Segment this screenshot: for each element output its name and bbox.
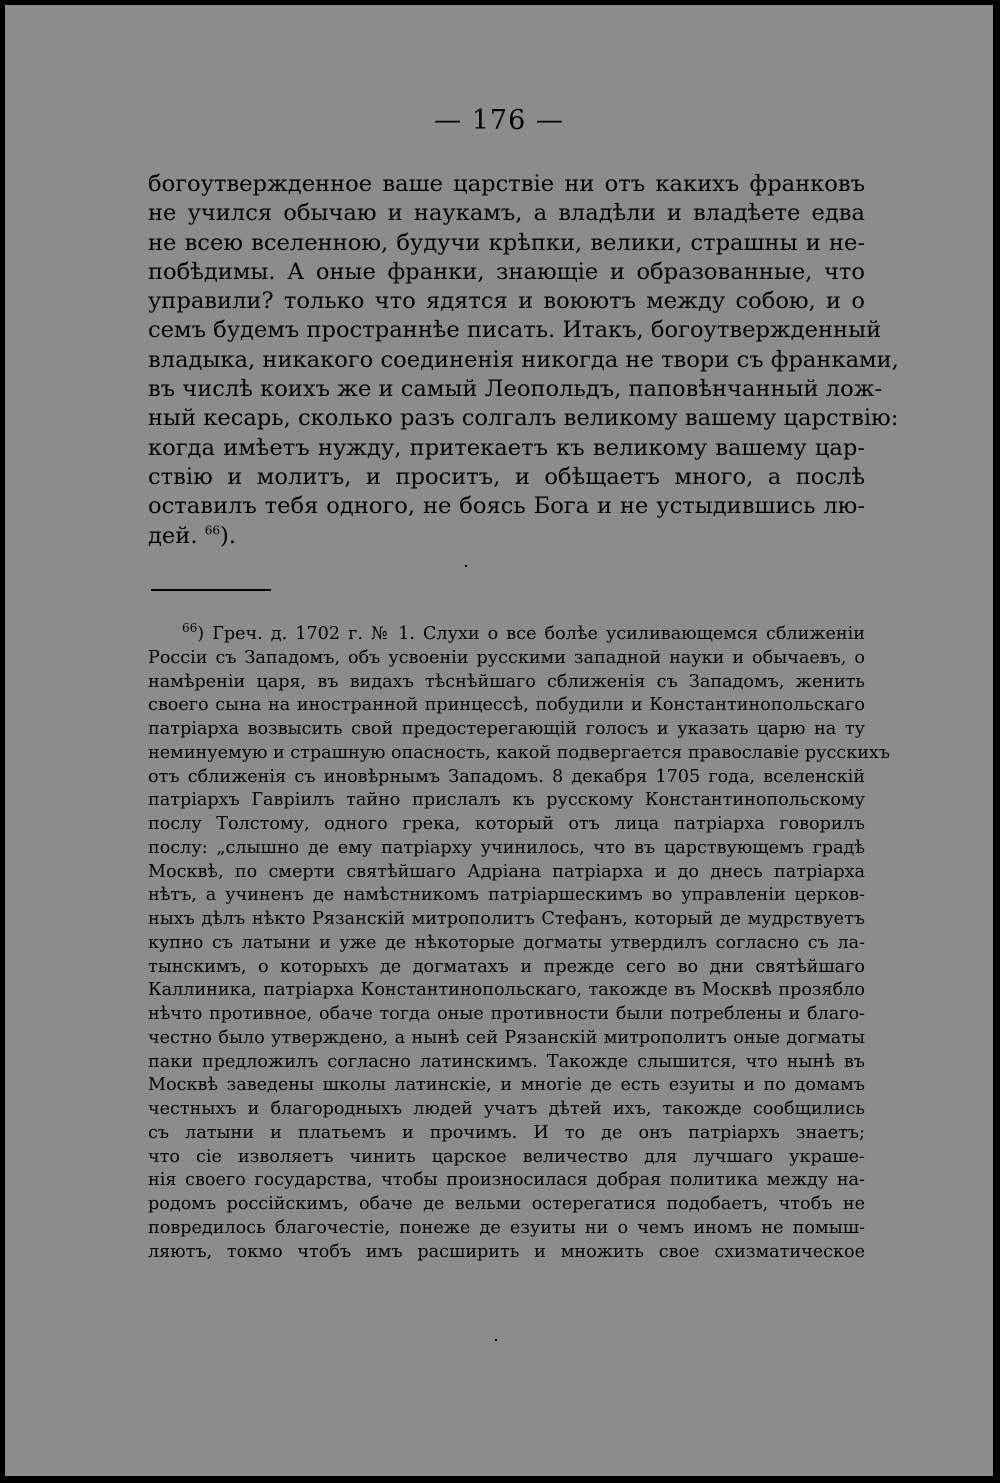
footnote-line: неминуемую и страшную опасность, какой подвергается православіе русскихъ <box>148 742 891 763</box>
footnote <box>148 621 891 1264</box>
footnote-line: Каллиника, патріарха Константинопольскаго, такожде въ Москвѣ прозябло <box>148 980 865 1001</box>
footnote-line: ныхъ дѣлъ нѣкто Рязанскій митрополитъ Стефанъ, который де мудрствуетъ <box>148 909 865 929</box>
footnote-line: съ латыни и платьемъ и прочимъ. И то де онъ патріархъ знаетъ; <box>148 1122 865 1143</box>
main-text-line: когда имѣетъ нужду, притекаетъ къ великому вашему цар- <box>148 434 865 461</box>
footnote-line: Москвѣ, по смерти святѣйшаго Адріана патріарха и до днесь патріарха <box>148 861 865 882</box>
main-text-line: не всею вселенною, будучи крѣпки, велики, страшны и не- <box>148 229 865 256</box>
main-text <box>148 170 899 551</box>
main-text-line: не учился обычаю и наукамъ, а владѣли и владѣете едва <box>148 200 865 227</box>
footnote-line: нѣтъ, а учиненъ де намѣстникомъ патріаршескимъ во управленіи церков- <box>148 885 865 906</box>
footnote-line: ляютъ, токмо чтобъ имъ расширить и множить свое схизматическое <box>148 1241 865 1262</box>
main-text-last-word: дей. <box>148 522 198 549</box>
footnote-line: тынскимъ, о которыхъ де догматахъ и прежде сего во дни святѣйшаго <box>148 956 865 977</box>
main-text-line: ствію и молитъ, и проситъ, и обѣщаетъ много, а послѣ <box>148 463 865 490</box>
main-text-line: владыка, никакого соединенія никогда не твори съ франками, <box>148 346 899 373</box>
footnote-line: нія своего государства, чтобы произносилася добрая политика между на- <box>148 1170 865 1191</box>
footnote-line: паки предложилъ согласно латинскимъ. Такожде слышится, что нынѣ въ <box>148 1051 865 1072</box>
footnote-line: честно было утверждено, а нынѣ сей Рязанскій митрополитъ оные догматы <box>148 1027 865 1048</box>
footnote-line: Москвѣ заведены школы латинскіе, и многіе де есть езуиты и по домамъ <box>148 1075 865 1096</box>
footnote-reference: 66 <box>204 523 220 538</box>
footnote-line: послу Толстому, одного грека, который отъ лица патріарха говорилъ <box>148 814 865 834</box>
footnote-line: повредилось благочестіе, понеже де езуиты ни о чемъ иномъ не помыш- <box>148 1217 865 1238</box>
footnote-line: отъ сближенія съ иновѣрнымъ Западомъ. 8 декабря 1705 года, вселенскій <box>148 766 865 787</box>
main-text-line: побѣдимы. А оные франки, знающіе и образованные, что <box>148 258 865 285</box>
footnote-line: Россіи съ Западомъ, объ усвоеніи русскими западной науки и обычаевъ, о <box>148 647 865 668</box>
footnote-line: послу: „слышно де ему патріарху учинилось, что въ царствующемъ градѣ <box>148 837 865 858</box>
footnote-line: нѣчто противное, обаче тогда оные противности были потреблены и благо- <box>148 1004 865 1024</box>
footnote-line: купно съ латыни и уже де нѣкоторые догматы утвердилъ согласно съ ла- <box>148 932 865 953</box>
footnote-line: родомъ россійскимъ, обаче де вельми остерегатися подобаетъ, чтобъ не <box>148 1194 865 1214</box>
footnote-line: $^{66}$) Греч. д. 1702 г. № 1. Слухи о все болѣе усиливающемся сближеніи <box>182 621 865 644</box>
scan-speck <box>465 565 467 567</box>
footnote-line: намѣреніи царя, въ видахъ тѣснѣйшаго сближенія съ Западомъ, женить <box>148 671 865 692</box>
main-text-line: богоутвержденное ваше царствіе ни отъ какихъ франковъ <box>148 171 865 197</box>
main-text-last-line <box>148 522 865 551</box>
footnote-line: патріархъ Гавріилъ тайно прислалъ къ русскому Константинопольскому <box>148 790 865 811</box>
footnote-separator <box>151 589 271 591</box>
main-text-line: въ числѣ коихъ же и самый Леопольдъ, паповѣнчанный лож- <box>148 376 883 403</box>
main-text-last-tail: ). <box>220 522 236 549</box>
scan-speck <box>495 1339 497 1341</box>
main-text-line: оставилъ тебя одного, не боясь Бога и не устыдившись лю- <box>148 493 865 520</box>
footnote-line: патріарха возвысить свой предостерегающій голосъ и указать царю на ту <box>148 719 865 739</box>
page-number: — 176 — <box>434 105 564 136</box>
main-text-line: управили? только что ядятся и воюютъ между собою, и о <box>148 288 865 315</box>
main-text-line: ный кесарь, сколько разъ солгалъ великому вашему царствію: <box>148 405 899 432</box>
footnote-line: своего сына на иностранной принцессѣ, побудили и Константинопольскаго <box>148 695 865 716</box>
main-text-line: семъ будемъ пространнѣе писать. Итакъ, богоутвержденный <box>148 317 882 344</box>
footnote-marker: 66 <box>182 621 198 636</box>
footnote-line: честныхъ и благородныхъ людей учатъ дѣтей ихъ, такожде сообщились <box>148 1099 865 1119</box>
book-page <box>5 5 993 1476</box>
footnote-line: что сіе изволяетъ чинить царское величество для лучшаго украше- <box>148 1146 865 1167</box>
